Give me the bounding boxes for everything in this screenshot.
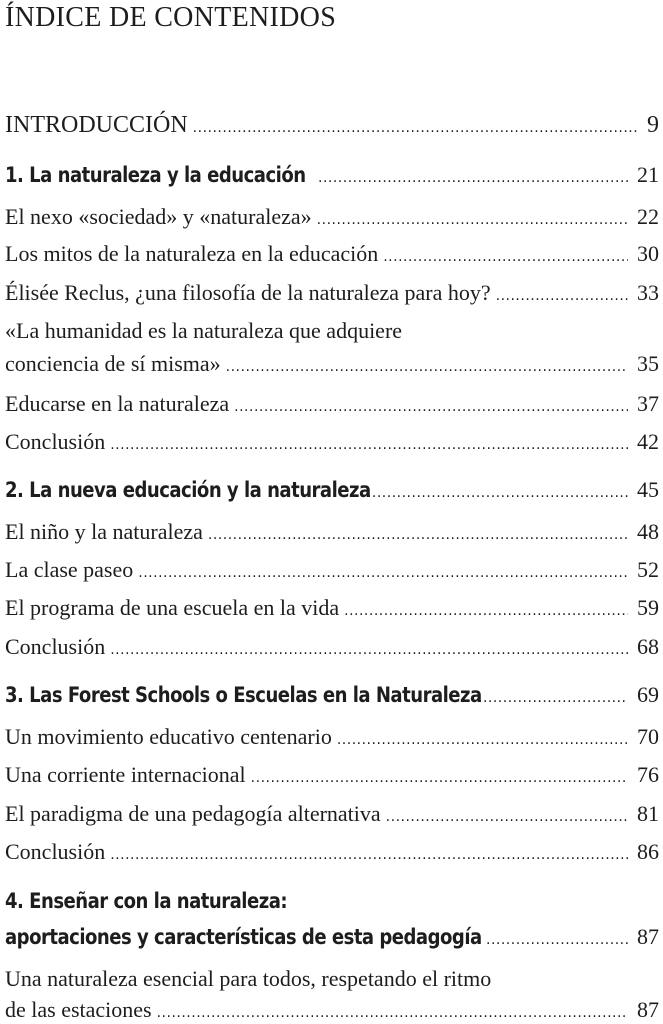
toc-entry-title: El paradigma de una pedagogía alternativa [5, 801, 381, 826]
dot-leader [234, 399, 628, 415]
toc-entry [5, 634, 659, 660]
dot-leader [362, 485, 628, 501]
dot-leader [251, 770, 628, 786]
toc-chapter-title-line-2: aportaciones y características de esta pedagogía [5, 925, 482, 949]
toc-page-number: 68 [637, 634, 659, 659]
dot-leader [208, 527, 628, 543]
toc-entry [5, 801, 659, 827]
toc-entry [5, 241, 659, 267]
toc-page-number: 35 [637, 351, 659, 376]
toc-page-number: 30 [637, 241, 659, 266]
toc-entry-title: Una corriente internacional [5, 762, 246, 787]
toc-entry [5, 557, 659, 583]
toc-entry [5, 391, 659, 417]
toc-entry-title-line-2: conciencia de sí misma» [5, 351, 221, 376]
toc-page-number: 87 [637, 924, 659, 949]
toc-chapter-1 [5, 162, 659, 188]
toc-entry-title: El programa de una escuela en la vida [5, 595, 340, 620]
toc-entry [5, 204, 659, 230]
toc-page-number: 59 [637, 595, 659, 620]
toc-page-number: 42 [637, 429, 659, 454]
toc-chapter-title-line-1: 4. Enseñar con la naturaleza: [5, 889, 288, 913]
toc-page-number: 37 [637, 391, 659, 416]
toc-page-number: 22 [637, 204, 659, 229]
toc-page-number: 69 [637, 682, 659, 707]
dot-leader [486, 932, 628, 948]
toc-entry [5, 724, 659, 750]
dot-leader [110, 642, 628, 658]
toc-chapter-2 [5, 477, 659, 503]
toc-chapter-title: 1. La naturaleza y la educación [5, 163, 306, 187]
toc-entry [5, 839, 659, 865]
toc-chapter-4 [5, 924, 659, 950]
toc-page-number: 87 [637, 997, 659, 1022]
dot-leader [383, 249, 628, 265]
toc-entry-title: Élisée Reclus, ¿una filosofía de la naturaleza para hoy? [5, 280, 491, 305]
toc-entry-title: Un movimiento educativo centenario [5, 724, 332, 749]
dot-leader [317, 212, 628, 228]
dot-leader [110, 847, 628, 863]
toc-entry-title: Conclusión [5, 839, 106, 864]
toc-entry-title: La clase paseo [5, 557, 134, 582]
dot-leader [157, 1005, 628, 1021]
dot-leader [110, 437, 628, 453]
toc-entry-title: Los mitos de la naturaleza en la educación [5, 241, 379, 266]
toc-entry-title: Educarse en la naturaleza [5, 391, 230, 416]
dot-leader [138, 565, 628, 581]
toc-chapter-4-line-1 [5, 888, 333, 914]
toc-entry [5, 997, 659, 1023]
dot-leader [318, 170, 628, 186]
toc-entry-title: Conclusión [5, 429, 106, 454]
toc-entry [5, 519, 659, 545]
toc-chapter-title: 2. La nueva educación y la naturaleza [5, 478, 371, 502]
toc-entry-introduccion [5, 112, 659, 139]
toc-page-number: 21 [637, 162, 659, 187]
toc-entry-title: El niño y la naturaleza [5, 519, 203, 544]
dot-leader [478, 690, 628, 706]
toc-chapter-title: 3. Las Forest Schools o Escuelas en la Naturaleza [5, 683, 482, 707]
toc-page-number: 70 [637, 724, 659, 749]
dot-leader [193, 120, 638, 136]
toc-entry-title: Conclusión [5, 634, 106, 659]
dot-leader [386, 809, 628, 825]
toc-entry-title: El nexo «sociedad» y «naturaleza» [5, 204, 312, 229]
toc-page-number: 81 [637, 801, 659, 826]
toc-entry [5, 351, 659, 377]
toc-entry-title-line-1: Una naturaleza esencial para todos, respetando el ritmo [5, 966, 492, 991]
toc-page-number: 9 [647, 112, 659, 138]
toc-page-number: 48 [637, 519, 659, 544]
toc-entry-title: INTRODUCCIÓN [5, 112, 188, 138]
toc-entry [5, 762, 659, 788]
toc-page-number: 52 [637, 557, 659, 582]
page-title: ÍNDICE DE CONTENIDOS [5, 2, 337, 33]
toc-page-number: 33 [637, 280, 659, 305]
toc-page-number: 45 [637, 477, 659, 502]
toc-page-number: 76 [637, 762, 659, 787]
toc-page-number: 86 [637, 839, 659, 864]
dot-leader [226, 359, 628, 375]
toc-chapter-3 [5, 682, 659, 708]
dot-leader [344, 603, 628, 619]
toc-entry [5, 280, 659, 306]
toc-entry [5, 429, 659, 455]
dot-leader [496, 288, 628, 304]
dot-leader [337, 732, 628, 748]
toc-entry-title-line-2: de las estaciones [5, 997, 152, 1022]
toc-entry [5, 595, 659, 621]
toc-entry-title-line-1: «La humanidad es la naturaleza que adquiere [5, 318, 403, 343]
